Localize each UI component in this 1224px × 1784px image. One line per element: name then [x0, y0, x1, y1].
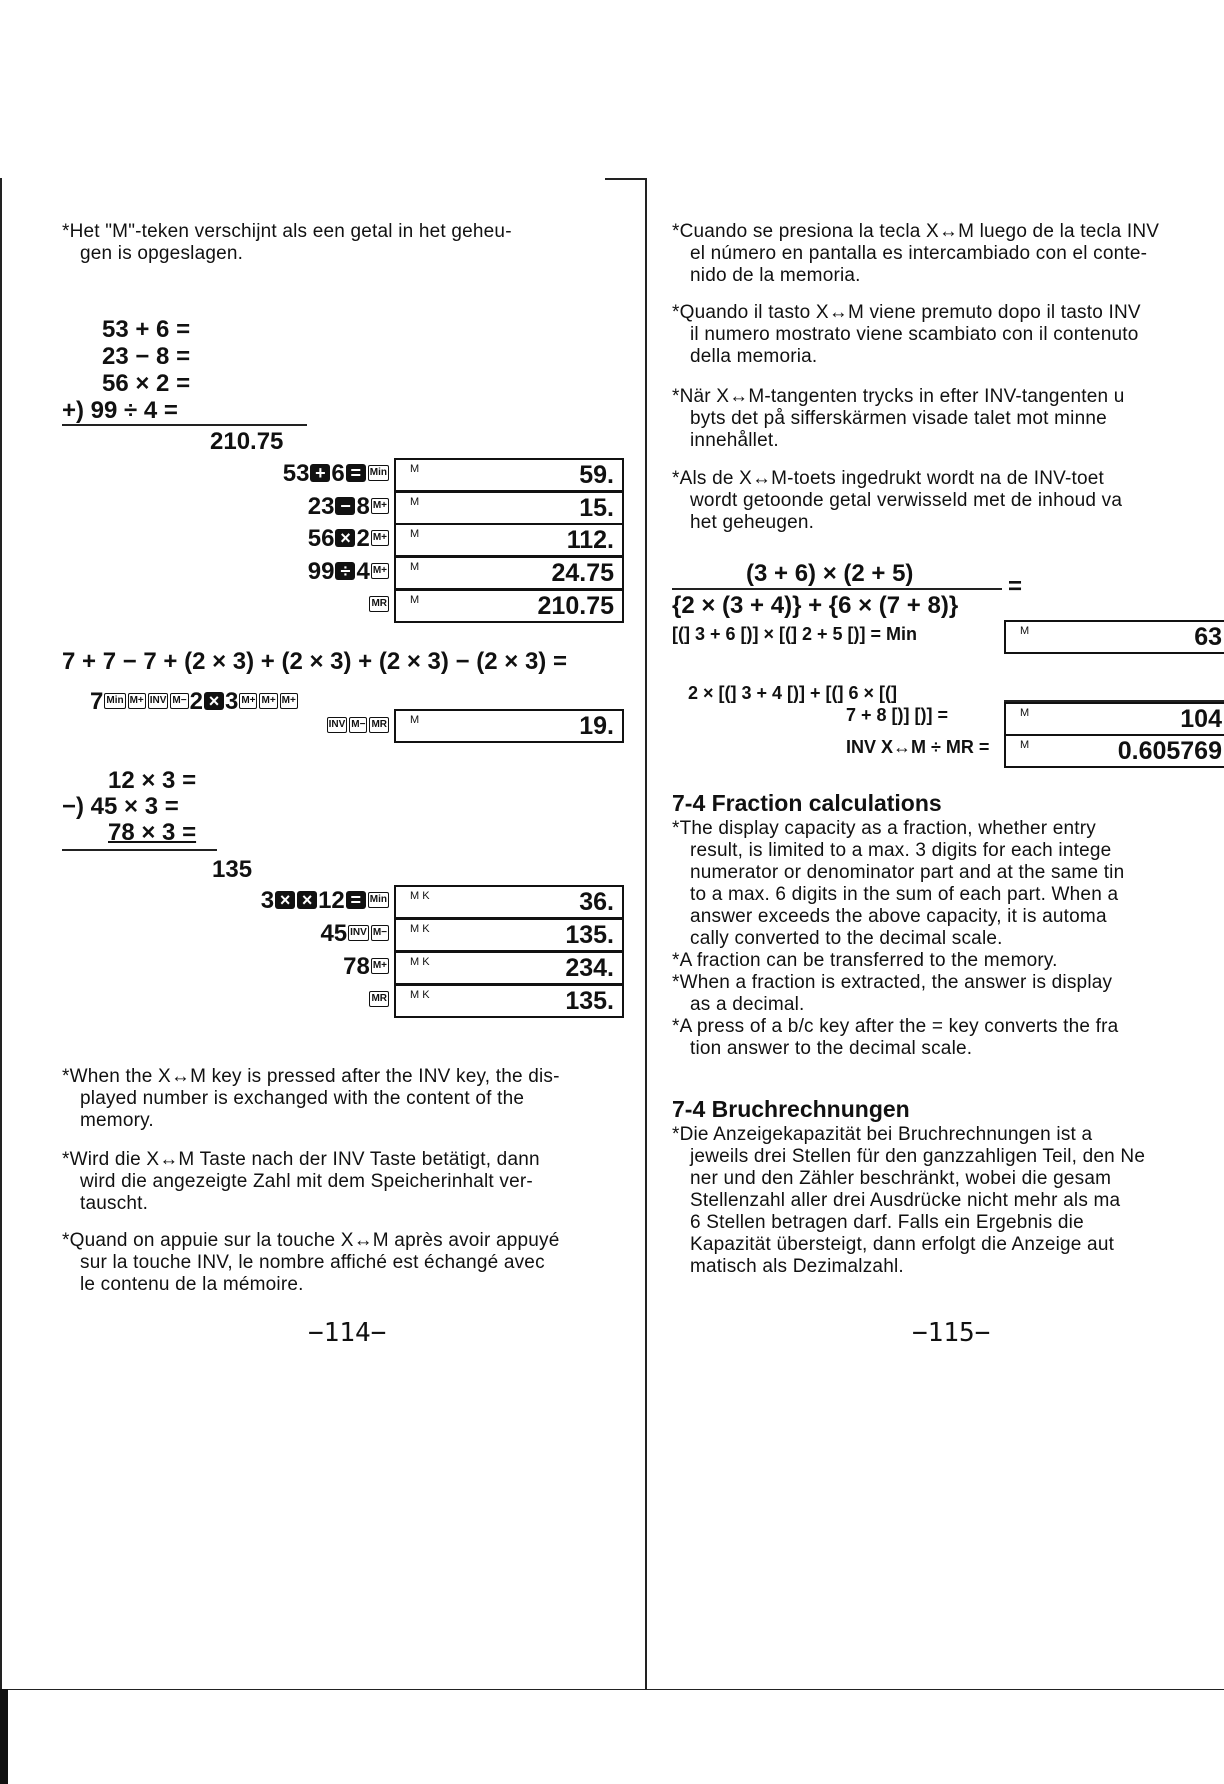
- equals-key: =: [346, 891, 366, 909]
- m-minus-key: M−: [170, 693, 188, 709]
- eq-line: 12 × 3 =: [108, 767, 197, 794]
- display: [1004, 702, 1224, 736]
- bottom-rule: [0, 1689, 1224, 1690]
- display: [394, 589, 624, 623]
- key-sequence: 53 + 6 = Min: [282, 460, 387, 487]
- plus-key: +: [310, 464, 330, 482]
- display-value: 135.: [565, 987, 614, 1015]
- display: [394, 984, 624, 1018]
- memory-indicator: M: [410, 714, 420, 726]
- m-plus-key: M+: [371, 498, 389, 514]
- display-value: 15.: [579, 494, 614, 522]
- fraction-numerator: (3 + 6) × (2 + 5): [746, 560, 914, 587]
- mr-key: MR: [369, 991, 389, 1007]
- m-minus-key: M−: [349, 717, 367, 733]
- display: [394, 491, 624, 525]
- memory-indicator: M: [410, 496, 420, 508]
- note-de-exchange: *Wird die X↔M Taste nach der INV Taste betätigt, dann wird die angezeigte Zahl mit dem Speicherinhalt ver- tauscht.: [62, 1149, 540, 1214]
- left-page-edge: [0, 178, 2, 1698]
- min-key: Min: [368, 892, 389, 908]
- display: [394, 885, 624, 919]
- equals-key: =: [346, 464, 366, 482]
- m-plus-key: M+: [259, 693, 277, 709]
- key-sequence: [200, 986, 390, 1014]
- key-sequence: 3 × × 12 = Min: [260, 887, 387, 914]
- note-en-exchange: *When the X↔M key is pressed after the INV key, the dis- played number is exchanged with the content of the memory.: [62, 1066, 560, 1131]
- display: [394, 709, 624, 743]
- m-plus-key: M+: [128, 693, 146, 709]
- display: [394, 951, 624, 985]
- m-minus-key: M−: [371, 925, 389, 941]
- eq-line: 56 × 2 =: [102, 370, 191, 397]
- fraction-key-sequence: 2 × [(] 3 + 4 [)] + [(] 6 × [(]: [688, 683, 898, 703]
- m-plus-key: M+: [280, 693, 298, 709]
- display-value: 135.: [565, 921, 614, 949]
- min-key: Min: [104, 693, 125, 709]
- eq-line: 23 − 8 =: [102, 343, 191, 370]
- memory-indicator: M: [410, 594, 420, 606]
- top-rule: [605, 178, 647, 180]
- inv-key: INV: [348, 925, 369, 941]
- fraction-key-sequence: INV X↔M ÷ MR =: [846, 737, 990, 757]
- display-value: 24.75: [551, 559, 614, 587]
- display-value: 234.: [565, 954, 614, 982]
- mr-key: MR: [369, 717, 389, 733]
- min-key: Min: [368, 465, 389, 481]
- ex3-total: 135: [212, 856, 253, 883]
- display: [1004, 620, 1224, 654]
- fraction-key-sequence: 7 + 8 [)] [)] =: [846, 705, 949, 725]
- key-sequence: [210, 591, 390, 619]
- fraction-key-sequence: [(] 3 + 6 [)] × [(] 2 + 5 [)] = Min: [672, 624, 918, 644]
- section-heading-de: 7-4 Bruchrechnungen: [672, 1096, 910, 1122]
- section-heading-en: 7-4 Fraction calculations: [672, 790, 942, 816]
- note-nl-exchange: *Als de X↔M-toets ingedrukt wordt na de INV-toet wordt getoonde getal verwisseld met de inhoud va het geheugen.: [672, 468, 1123, 533]
- multiply-key: ×: [335, 529, 355, 547]
- memory-constant-indicator: M K: [410, 956, 430, 968]
- display-value: 59.: [579, 461, 614, 489]
- ex2-equation: 7 + 7 − 7 + (2 × 3) + (2 × 3) + (2 × 3) − (2 × 3) =: [62, 648, 567, 675]
- m-plus-key: M+: [371, 563, 389, 579]
- display: [394, 523, 624, 557]
- eq-line: 78 × 3 =: [108, 819, 197, 846]
- memory-indicator: M: [1020, 739, 1030, 751]
- display-value: 112.: [566, 526, 614, 554]
- display: [394, 918, 624, 952]
- memory-constant-indicator: M K: [410, 923, 430, 935]
- page-number-right: −115−: [912, 1318, 991, 1348]
- multiply-key: ×: [275, 891, 295, 909]
- minus-key: −: [335, 497, 355, 515]
- display-value: 19.: [579, 712, 614, 740]
- section-body-en: *The display capacity as a fraction, whether entry result, is limited to a max. 3 digits for each intege numerator or denominator part and at the same tin to a max. 6 digits in the sum of each part. When a answer exceeds the above capacity, it is automa cally converted to the decimal scale. *A fraction can be transferred to the memory. *When a fraction is extracted, the answer is display as a decimal. *A press of a b/c key after the = key converts the fra tion answer to the decimal scale.: [672, 818, 1125, 1059]
- memory-constant-indicator: M K: [410, 890, 430, 902]
- divide-key: ÷: [335, 562, 355, 580]
- m-plus-key: M+: [371, 958, 389, 974]
- display-value: 0.605769: [1117, 737, 1222, 765]
- sum-line: [62, 424, 307, 426]
- fraction-denominator: {2 × (3 + 4)} + {6 × (7 + 8)}: [672, 592, 959, 619]
- page-number-left: −114−: [308, 1318, 387, 1348]
- key-sequence: 99 ÷ 4 M+: [307, 558, 387, 585]
- display-value: 104: [1180, 705, 1222, 733]
- display: [394, 556, 624, 590]
- eq-line: +) 99 ÷ 4 =: [62, 397, 178, 424]
- inv-key: INV: [148, 693, 169, 709]
- note-es-exchange: *Cuando se presiona la tecla X↔M luego de la tecla INV el número en pantalla es intercambiado con el conte- nido de la memoria.: [672, 221, 1160, 286]
- section-body-de: *Die Anzeigekapazität bei Bruchrechnungen ist a jeweils drei Stellen für den ganzzahligen Teil, den Ne ner und den Zähler beschränkt, wobei die gesam Stellenzahl aller drei Ausdrücke nicht mehr als ma 6 Stellen betragen darf. Falls ein Ergebnis die Kapazität übersteigt, dann erfolgt die Anzeige aut matisch als Dezimalzahl.: [672, 1124, 1146, 1277]
- display-value: 210.75: [537, 592, 614, 620]
- center-binding-line: [645, 178, 647, 1690]
- memory-indicator: M: [410, 463, 420, 475]
- key-sequence: 56 × 2 M+: [307, 525, 387, 552]
- eq-line: −) 45 × 3 =: [62, 793, 179, 820]
- fraction-equals: =: [1008, 573, 1023, 600]
- memory-indicator: M: [1020, 707, 1030, 719]
- display-value: 36.: [579, 888, 614, 916]
- key-sequence: 45 INV M−: [320, 920, 387, 947]
- display: [394, 458, 624, 492]
- eq-line: 53 + 6 =: [102, 316, 191, 343]
- key-sequence: 23 − 8 M+: [307, 493, 387, 520]
- m-plus-key: M+: [371, 530, 389, 546]
- mr-key: MR: [369, 596, 389, 612]
- note-sv-exchange: *När X↔M-tangenten trycks in efter INV-tangenten u byts det på sifferskärmen visade talet mot minne innehållet.: [672, 386, 1125, 451]
- display: [1004, 734, 1224, 768]
- display-value: 63: [1194, 623, 1222, 651]
- memory-indicator: M: [410, 561, 420, 573]
- multiply-key: ×: [204, 692, 224, 710]
- ex2-key-sequence-1: 7 Min M+ INV M− 2 × 3 M+ M+ M+: [90, 688, 296, 715]
- note-it-exchange: *Quando il tasto X↔M viene premuto dopo il tasto INV il numero mostrato viene scambiato con il contenuto della memoria.: [672, 302, 1141, 367]
- memory-constant-indicator: M K: [410, 989, 430, 1001]
- ex2-key-sequence-2: [210, 712, 390, 740]
- sum-line: [62, 849, 217, 851]
- note-fr-exchange: *Quand on appuie sur la touche X↔M après avoir appuyé sur la touche INV, le nombre affiché est échangé avec le contenu de la mémoire.: [62, 1230, 560, 1295]
- ex1-total: 210.75: [210, 428, 284, 455]
- memory-indicator: M: [410, 528, 420, 540]
- key-sequence: 78 M+: [343, 953, 387, 980]
- fraction-bar: [672, 588, 1002, 590]
- multiply-key: ×: [297, 891, 317, 909]
- note-nl-m-sign: *Het "M"-teken verschijnt als een getal in het geheu- gen is opgeslagen.: [62, 221, 512, 264]
- inv-key: INV: [327, 717, 348, 733]
- m-plus-key: M+: [239, 693, 257, 709]
- black-edge-block: [0, 1689, 8, 1784]
- memory-indicator: M: [1020, 625, 1030, 637]
